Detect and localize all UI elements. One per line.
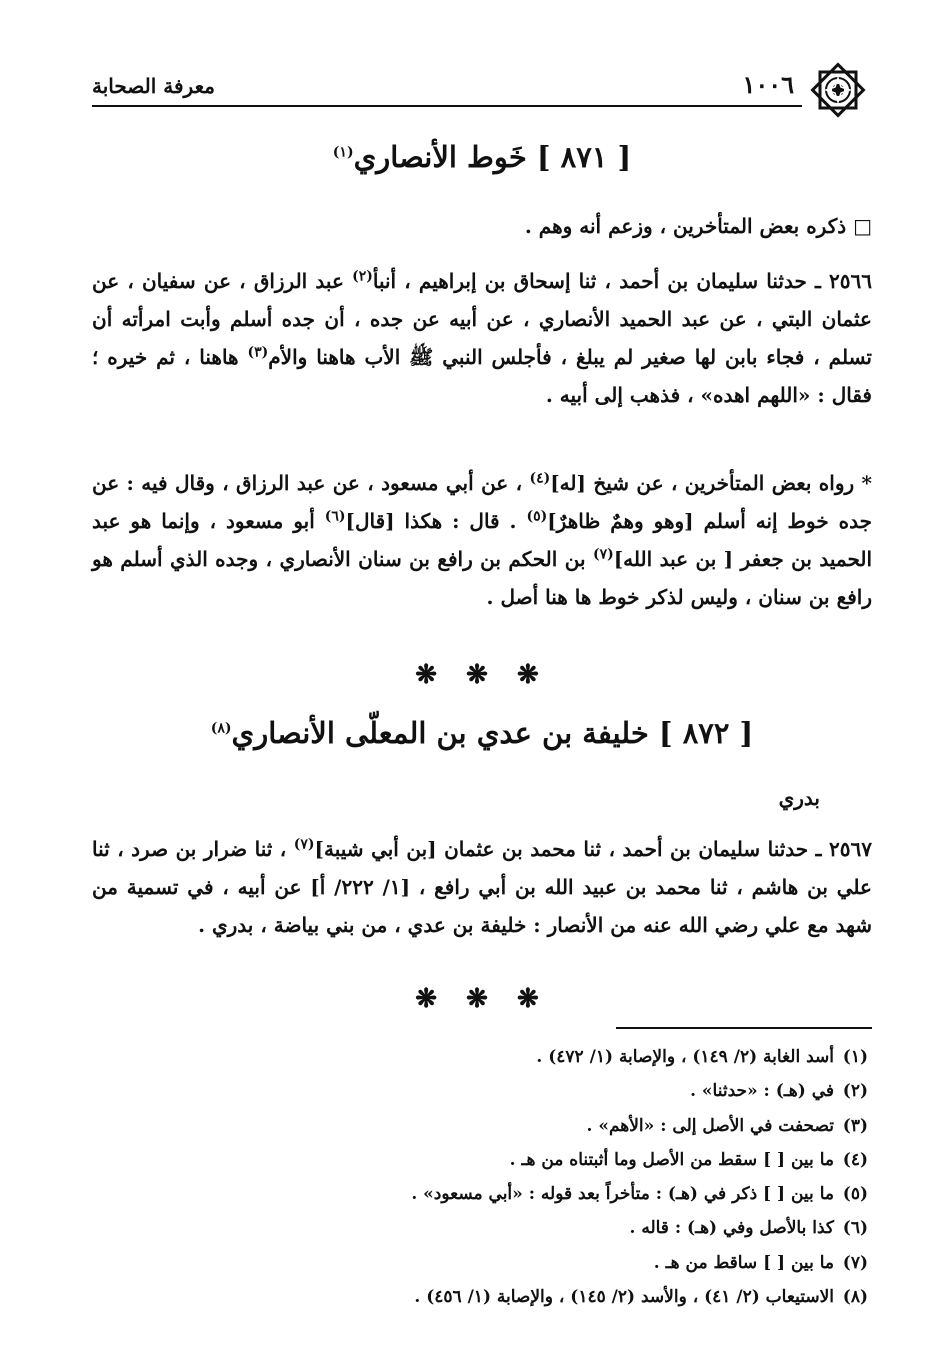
commentary-text: . قال : هكذا [قال] [345,509,527,533]
hadith-text: عبد الرزاق ، عن سفيان ، عن عثمان البتي ، عن عبد الحميد الأنصاري ، عن أبيه عن جده ، أن جده أسلم وأبت امرأته أن تسلم ، فجاء بابن لها صغير لم يبلغ ، فأجلس النبي ﷺ الأب هاهنا والأم [92,269,873,369]
footnote-ref: (٥) [526,508,548,525]
hadith-text: ٢٥٦٦ ـ حدثنا سليمان بن أحمد ، ثنا إسحاق بن إبراهيم ، أنبأ [372,269,872,293]
hadith-2566 [92,262,872,414]
footnote-item [92,1040,868,1074]
footnote-number: (٦) [842,1218,868,1239]
footnote-text: في (هـ) : «حدثنا» . [690,1081,834,1102]
footnote-ref: (١) [332,144,354,161]
hadith-text: ، ثنا ضرار بن صرد ، ثنا علي بن هاشم ، ثنا محمد بن عبيد الله بن أبي رافع ، [١/ ٢٢٢/ أ] عن أبيه ، في تسمية من شهد مع علي رضي الله عنه من الأنصار : خليفة بن عدي ، من بني بياضة ، بدري . [92,837,872,937]
footnote-ref: (٨) [210,720,232,737]
footnote-ref: (٦) [324,508,346,525]
commentary-text: * رواه بعض المتأخرين ، عن شيخ [له] [550,471,872,495]
page-number: ١٠٠٦ [742,70,794,99]
footnote-item [92,1143,868,1177]
footnotes [92,1040,868,1314]
footnote-item [92,1246,868,1280]
section-separator: ❋ ❋ ❋ [415,984,549,1014]
footnote-number: (١) [842,1047,868,1067]
footnote-ref: (٤) [529,470,551,487]
entry-871-commentary [92,464,872,616]
footnote-number: (٨) [842,1287,868,1308]
footnote-number: (٣) [842,1115,868,1136]
commentary-text: أبو مسعود ، وإنما هو عبد الحميد بن جعفر [ بن عبد الله] [92,509,872,571]
footnote-text: ما بين [ ] ساقط من هـ . [653,1252,834,1273]
footnote-number: (٧) [842,1252,868,1273]
footnote-text: ما بين [ ] سقط من الأصل وما أثبتناه من هـ . [509,1149,834,1170]
star-ornament-icon [808,60,868,120]
entry-872-heading [92,716,872,750]
footnote-number: (٢) [842,1081,868,1102]
footnote-item [92,1280,868,1314]
footnote-ref: (٧) [293,836,315,853]
footnote-rule [616,1027,872,1029]
footnote-item [92,1109,868,1143]
commentary-text: ، عن أبي مسعود ، عن عبد الرزاق ، وقال فيه : عن جده خوط إنه أسلم [وهو وهمٌ ظاهرٌ] [92,471,872,533]
footnote-item [92,1074,868,1108]
entry-871-intro: □ ذكره بعض المتأخرين ، وزعم أنه وهم . [524,214,872,238]
footnote-ref: (٢) [352,268,373,285]
header-rule [92,105,802,107]
footnote-item [92,1177,868,1211]
footnote-text: الاستيعاب (٢/ ٤١) ، والأسد (٢/ ١٤٥) ، والإصابة (١/ ٤٥٦) . [414,1287,834,1308]
footnote-text: تصحفت في الأصل إلى : «الأهم» . [586,1115,834,1136]
footnote-ref: (٣) [247,344,269,361]
footnote-number: (٤) [842,1149,868,1170]
hadith-text: ٢٥٦٧ ـ حدثنا سليمان بن أحمد ، ثنا محمد بن عثمان [بن أبي شيبة] [314,837,872,861]
entry-872-tag: بدري [778,786,820,810]
footnote-text: أسد الغابة (٢/ ١٤٩) ، والإصابة (١/ ٤٧٢) . [536,1047,834,1067]
footnote-ref: (٧) [592,546,614,563]
section-separator: ❋ ❋ ❋ [415,660,549,690]
footnote-number: (٥) [842,1184,868,1205]
footnote-text: ما بين [ ] ذكر في (هـ) : متأخراً بعد قوله : «أبي مسعود» . [411,1184,834,1205]
footnote-text: كذا بالأصل وفي (هـ) : قاله . [629,1218,834,1239]
entry-871-heading [92,140,872,174]
book-title: معرفة الصحابة [92,74,215,98]
hadith-2567 [92,830,872,944]
hadith-text: هاهنا ، ثم خيره ؛ فقال : «اللهم اهده» ، فذهب إلى أبيه . [92,345,872,407]
entry-871-title: [ ٨٧١ ] خَوط الأنصاري [353,140,632,174]
footnote-item [92,1211,868,1245]
entry-872-title: [ ٨٧٢ ] خليفة بن عدي بن المعلّى الأنصاري [231,716,754,750]
commentary-text: بن الحكم بن رافع بن سنان الأنصاري ، وجده الذي أسلم هو رافع بن سنان ، وليس لذكر خوط ها هنا أصل . [92,547,872,609]
running-header [92,60,872,120]
